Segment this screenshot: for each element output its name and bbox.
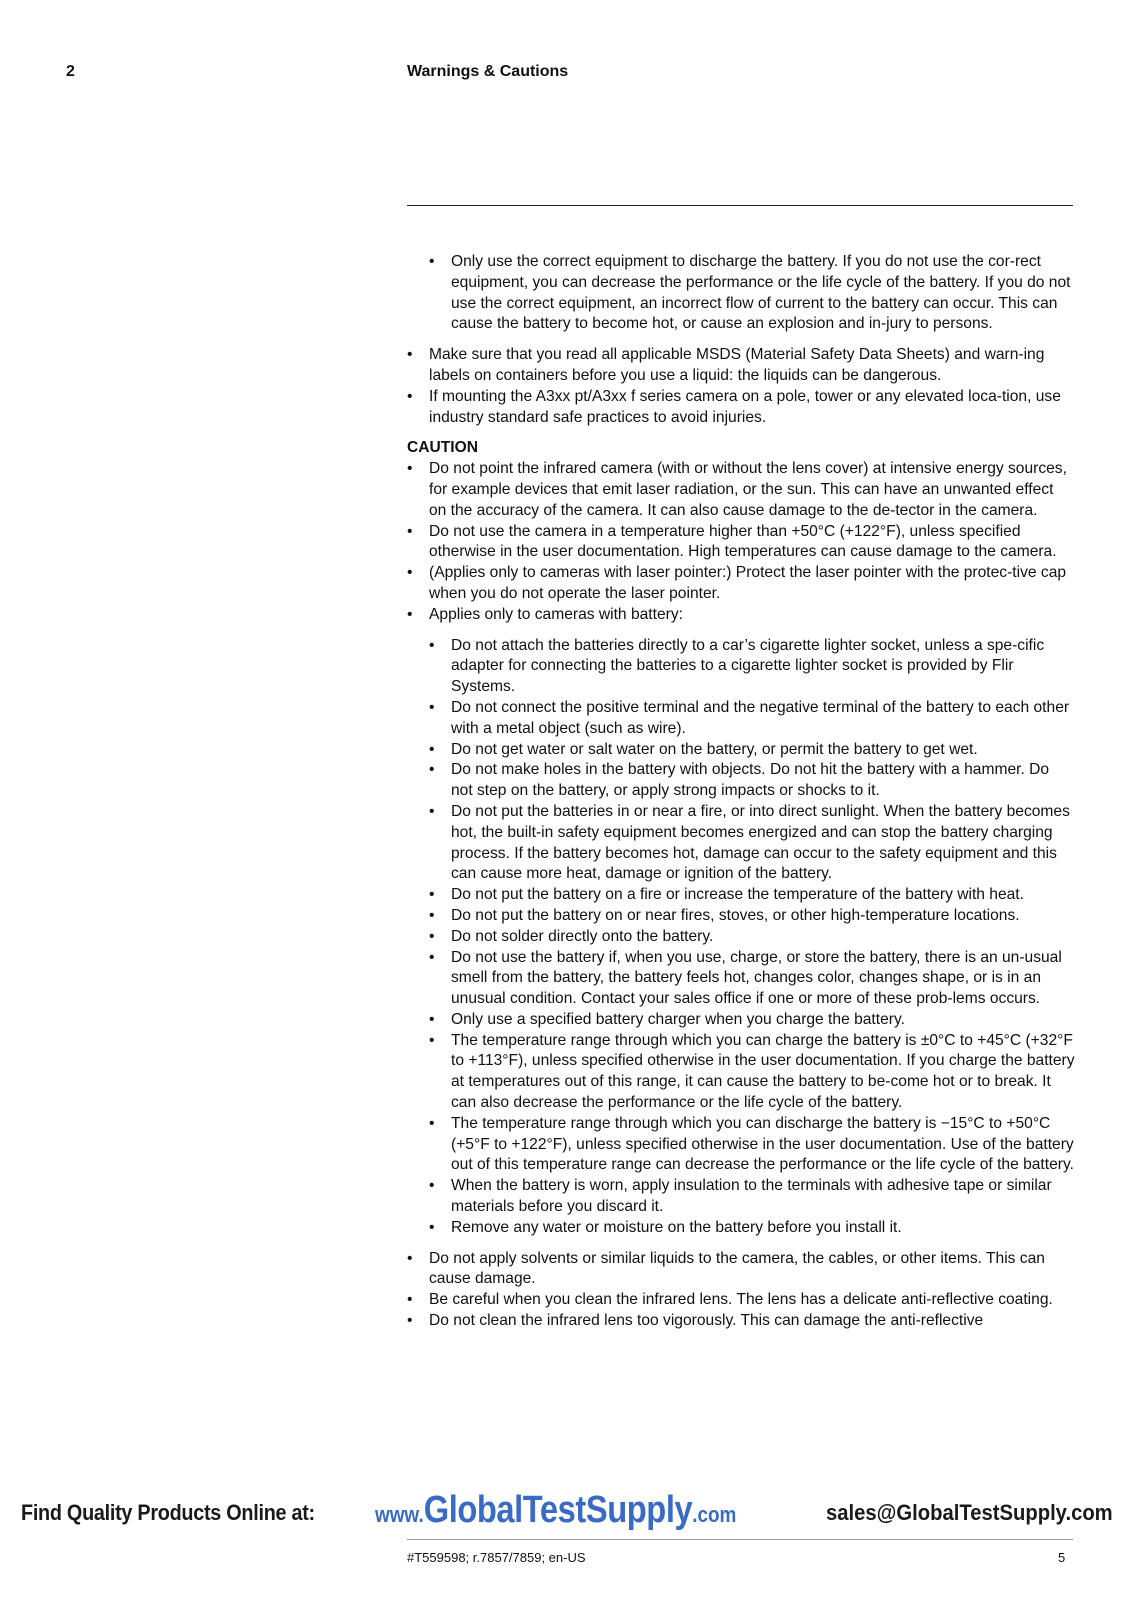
list-item: • Only use the correct equipment to discharge the battery. If you do not use the cor-rect equipment, you can decrease the performance or the life cycle of the battery. If you do not use the correct equipment, an incorrect flow of current to the battery can occur. This can cause the battery to become hot, or cause an explosion and in-jury to persons. <box>429 252 1075 335</box>
header-divider <box>407 205 1073 206</box>
caution-heading: CAUTION <box>407 439 479 457</box>
warning-list <box>407 345 1075 428</box>
list-item: • Remove any water or moisture on the battery before you install it. <box>429 1218 1075 1239</box>
list-item: • Applies only to cameras with battery: <box>407 605 1075 626</box>
page-number: 2 <box>66 63 75 80</box>
list-item: • Do not put the battery on a fire or increase the temperature of the battery with heat. <box>429 885 1075 906</box>
banner-website-link[interactable] <box>375 1489 736 1532</box>
list-item: • Do not point the infrared camera (with or without the lens cover) at intensive energy sources, for example devices that emit laser radiation, or the sun. This can have an unwanted effect on the accuracy of the camera. It can also cause damage to the de-tector in the camera. <box>407 459 1075 521</box>
list-item: • Do not put the battery on or near fires, stoves, or other high-temperature locations. <box>429 906 1075 927</box>
list-item: • Do not get water or salt water on the battery, or permit the battery to get wet. <box>429 740 1075 761</box>
url-prefix: www. <box>375 1502 424 1527</box>
document-reference: #T559598; r.7857/7859; en-US <box>407 1550 586 1565</box>
list-item: • Be careful when you clean the infrared lens. The lens has a delicate anti-reflective coating. <box>407 1290 1075 1311</box>
list-item: • Do not use the battery if, when you use, charge, or store the battery, there is an un-usual smell from the battery, the battery feels hot, changes color, changes shape, or is in an unusual condition. Contact your sales office if one or more of these prob-lems occurs. <box>429 948 1075 1010</box>
list-item: • When the battery is worn, apply insulation to the terminals with adhesive tape or similar materials before you discard it. <box>429 1176 1075 1218</box>
footer-page-number: 5 <box>1058 1550 1066 1565</box>
list-item: • Do not apply solvents or similar liquids to the camera, the cables, or other items. This can cause damage. <box>407 1249 1075 1291</box>
intro-sub-list <box>407 252 1075 335</box>
document-body <box>407 252 1075 1332</box>
banner-email-link[interactable]: sales@GlobalTestSupply.com <box>826 1500 1113 1525</box>
list-item: • Do not attach the batteries directly to a car’s cigarette lighter socket, unless a spe-cific adapter for connecting the batteries to a cigarette lighter socket is provided by Flir Systems. <box>429 636 1075 698</box>
list-item: • Do not put the batteries in or near a fire, or into direct sunlight. When the battery becomes hot, the built-in safety equipment becomes energized and can stop the battery charging process. If the battery becomes hot, damage can occur to the safety equipment and this can cause more heat, damage or ignition of the battery. <box>429 802 1075 885</box>
battery-caution-list <box>407 636 1075 1239</box>
list-item: • Do not use the camera in a temperature higher than +50°C (+122°F), unless specified otherwise in the user documentation. High temperatures can cause damage to the camera. <box>407 522 1075 564</box>
url-suffix: .com <box>692 1502 737 1527</box>
list-item: • Make sure that you read all applicable MSDS (Material Safety Data Sheets) and warn-ing labels on containers before you use a liquid: the liquids can be dangerous. <box>407 345 1075 387</box>
list-item: • Do not make holes in the battery with objects. Do not hit the battery with a hammer. Do not step on the battery, or apply strong impacts or shocks to it. <box>429 760 1075 802</box>
list-item: • (Applies only to cameras with laser pointer:) Protect the laser pointer with the protec-tive cap when you do not operate the laser pointer. <box>407 563 1075 605</box>
list-item: • Do not clean the infrared lens too vigorously. This can damage the anti-reflective <box>407 1311 1075 1332</box>
caution-list-continued <box>407 1249 1075 1332</box>
list-item: • Do not solder directly onto the battery. <box>429 927 1075 948</box>
list-item: • The temperature range through which you can charge the battery is ±0°C to +45°C (+32°F to +113°F), unless specified otherwise in the user documentation. If you charge the battery at temperatures out of this range, it can cause the battery to be-come hot or to break. It can also decrease the performance or the life cycle of the battery. <box>429 1031 1075 1114</box>
list-item: • If mounting the A3xx pt/A3xx f series camera on a pole, tower or any elevated loca-tion, use industry standard safe practices to avoid injuries. <box>407 387 1075 429</box>
banner-tagline: Find Quality Products Online at: <box>21 1500 315 1525</box>
list-item: • The temperature range through which you can discharge the battery is −15°C to +50°C (+5°F to +122°F), unless specified otherwise in the user documentation. Use of the battery out of this temperature range can decrease the performance or the life cycle of the battery. <box>429 1114 1075 1176</box>
list-item: • Only use a specified battery charger when you charge the battery. <box>429 1010 1075 1031</box>
url-main: GlobalTestSupply <box>423 1489 693 1531</box>
section-title: Warnings & Cautions <box>407 63 569 80</box>
list-item: • Do not connect the positive terminal and the negative terminal of the battery to each other with a metal object (such as wire). <box>429 698 1075 740</box>
footer-divider <box>407 1539 1073 1540</box>
caution-list <box>407 459 1075 625</box>
